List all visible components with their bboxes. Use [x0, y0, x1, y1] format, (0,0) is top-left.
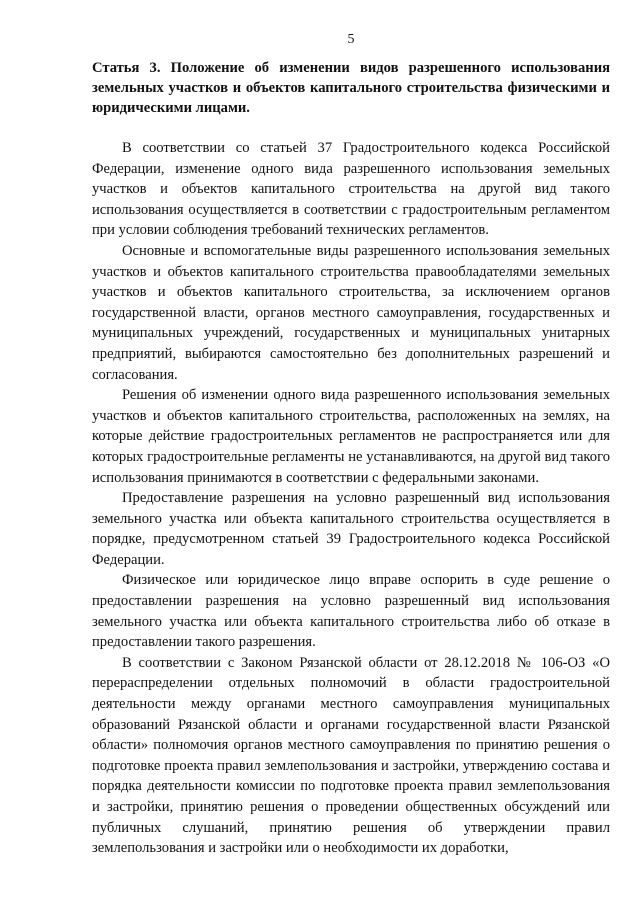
paragraph-3: Решения об изменении одного вида разрешенного использования земельных участков и объектов капитального строительства, расположенных на землях, на которые действие градостроительных регламентов не распространяется или для которых градостроительные регламенты не устанавливаются, на другой вид такого использования принимаются в соответствии с федеральными законами.: [92, 387, 610, 486]
paragraph-4: Предоставление разрешения на условно разрешенный вид использования земельного участка или объекта капитального строительства осуществляется в порядке, предусмотренном статьей 39 Градостроительного кодекса Российской Федерации.: [92, 490, 610, 568]
paragraph-6: В соответствии с Законом Рязанской области от 28.12.2018 № 106-ОЗ «О перераспределении отдельных полномочий в области градостроительной деятельности между органами местного самоуправления муниципальных образований Рязанской области и органами государственной власти Рязанской области» полномочия органов местного самоуправления по принятию решения о подготовке проекта правил землепользования и застройки, утверждению состава и порядка деятельности комиссии по подготовке проекта правил землепользования и застройки, принятию решения о проведении общественных обсуждений или публичных слушаний, принятию решения об утверждении правил землепользования и застройки или о необходимости их доработки,: [92, 654, 610, 857]
paragraph-1: В соответствии со статьей 37 Градостроительного кодекса Российской Федерации, изменение одного вида разрешенного использования земельных участков и объектов капитального строительства на другой вид такого использования осуществляется в соответствии с градостроительным регламентом при условии соблюдения требований технических регламентов.: [92, 140, 610, 239]
paragraph-2: Основные и вспомогательные виды разрешенного использования земельных участков и объектов капитального строительства правообладателями земельных участков и объектов капитального строительства, за исключением органов государственной власти, органов местного самоуправления, государственных и муниципальных учреждений, государственных и муниципальных унитарных предприятий, выбираются самостоятельно без дополнительных разрешений и согласования.: [92, 242, 610, 383]
page-number: 5: [347, 32, 355, 47]
article-title: Статья 3. Положение об изменении видов разрешенного использования земельных участков и объектов капитального строительства физическими и юридическими лицами.: [92, 60, 610, 116]
paragraph-5: Физическое или юридическое лицо вправе оспорить в суде решение о предоставлении разрешения на условно разрешенный вид использования земельного участка или объекта капитального строительства либо об отказе в предоставлении такого разрешения.: [92, 572, 610, 651]
